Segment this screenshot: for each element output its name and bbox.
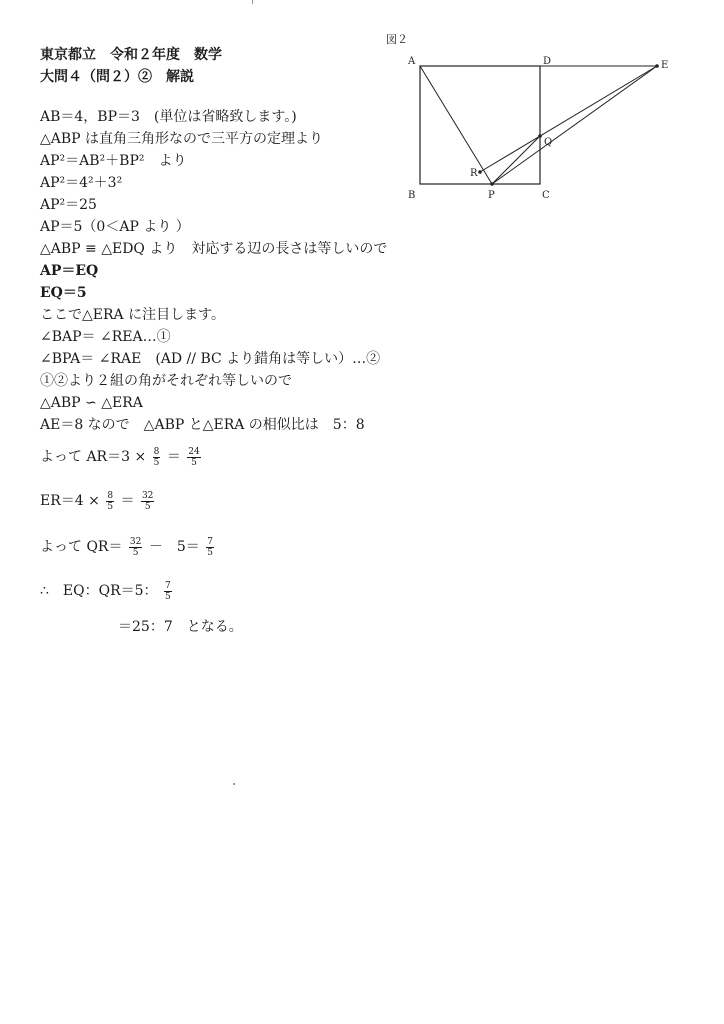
solution-line-13: ①②より２組の角がそれぞれ等しいので <box>40 373 292 389</box>
scan-speck <box>233 783 235 785</box>
fraction-8-5 <box>153 447 161 468</box>
solution-line-2: △ABP は直角三角形なので三平方の定理より <box>40 131 324 147</box>
solution-line-5: AP²＝25 <box>40 197 97 213</box>
label-a: A <box>408 56 416 67</box>
equals-sign: ＝ <box>120 493 135 509</box>
solution-line-12: ∠BPA＝ ∠RAE (AD // BC より錯角は等しい）…② <box>40 351 381 367</box>
scan-mark <box>252 0 253 4</box>
fraction-numerator: 32 <box>129 536 142 547</box>
solution-line-6: AP＝5（0＜AP より ） <box>40 219 190 235</box>
ratio-prefix: ∴ EQ：QR＝5： <box>40 583 158 599</box>
solution-line-8: AP＝EQ <box>40 263 99 279</box>
solution-line-1: AB＝4，BP＝3 (単位は省略致します。) <box>40 109 297 125</box>
label-c: C <box>542 190 550 201</box>
fraction-numerator: 8 <box>153 446 160 457</box>
fraction-denominator: 5 <box>191 457 197 468</box>
er-prefix: ER＝4 × <box>40 493 100 509</box>
fraction-denominator: 5 <box>107 501 114 512</box>
fraction-denominator: 5 <box>164 591 171 602</box>
result-line: ＝25：7 となる。 <box>118 619 243 635</box>
solution-line-4: AP²＝4²＋3² <box>40 175 123 191</box>
fraction-numerator: 24 <box>188 446 200 457</box>
document-title: 東京都立 令和２年度 数学 <box>40 47 222 63</box>
fraction-8-5 <box>106 491 114 512</box>
label-b: B <box>408 190 416 201</box>
segment-ap <box>420 66 492 184</box>
label-q: Q <box>544 137 553 148</box>
fraction-denominator: 5 <box>132 547 139 558</box>
figure-label: 図２ <box>386 33 408 46</box>
solution-line-9: EQ＝5 <box>40 285 87 301</box>
document-subtitle: 大問４（問２）② 解説 <box>40 69 194 85</box>
point-q <box>538 134 542 138</box>
fraction-7-5 <box>206 537 214 558</box>
qr-calculation <box>40 536 216 558</box>
point-p <box>490 182 494 186</box>
solution-line-3: AP²＝AB²＋BP² より <box>40 153 187 169</box>
fraction-numerator: 7 <box>164 580 171 591</box>
square-abcd <box>420 66 540 184</box>
solution-line-7: △ABP ≡ △EDQ より 対応する辺の長さは等しいので <box>40 241 388 257</box>
solution-line-10: ここで△ERA に注目します。 <box>40 307 225 323</box>
minus-expression: － 5＝ <box>148 539 200 555</box>
ar-calculation <box>40 446 203 468</box>
qr-prefix: よって QR＝ <box>40 539 123 555</box>
point-e <box>655 64 659 68</box>
fraction-32-5 <box>141 491 154 512</box>
fraction-numerator: 7 <box>207 536 213 547</box>
label-p: P <box>488 190 495 201</box>
point-r <box>478 170 482 174</box>
equals-sign: ＝ <box>166 449 181 465</box>
segment-pe <box>492 66 657 184</box>
fraction-7-5 <box>164 581 172 602</box>
solution-line-15: AE＝8 なので △ABP と△ERA の相似比は 5：8 <box>40 417 365 433</box>
label-r: R <box>470 168 478 179</box>
geometry-diagram <box>400 48 680 208</box>
fraction-24-5 <box>187 447 200 468</box>
fraction-numerator: 8 <box>107 490 114 501</box>
solution-line-14: △ABP ∽ △ERA <box>40 395 143 411</box>
fraction-denominator: 5 <box>153 457 160 468</box>
label-e: E <box>661 60 669 71</box>
fraction-numerator: 32 <box>141 490 154 501</box>
segment-re <box>480 66 657 172</box>
ratio-line <box>40 580 174 602</box>
er-calculation <box>40 490 156 512</box>
ar-prefix: よって AR＝3 × <box>40 449 147 465</box>
fraction-32-5 <box>129 537 142 558</box>
fraction-denominator: 5 <box>144 501 151 512</box>
label-d: D <box>543 56 552 67</box>
fraction-denominator: 5 <box>207 547 213 558</box>
solution-line-11: ∠BAP＝ ∠REA…① <box>40 329 171 345</box>
